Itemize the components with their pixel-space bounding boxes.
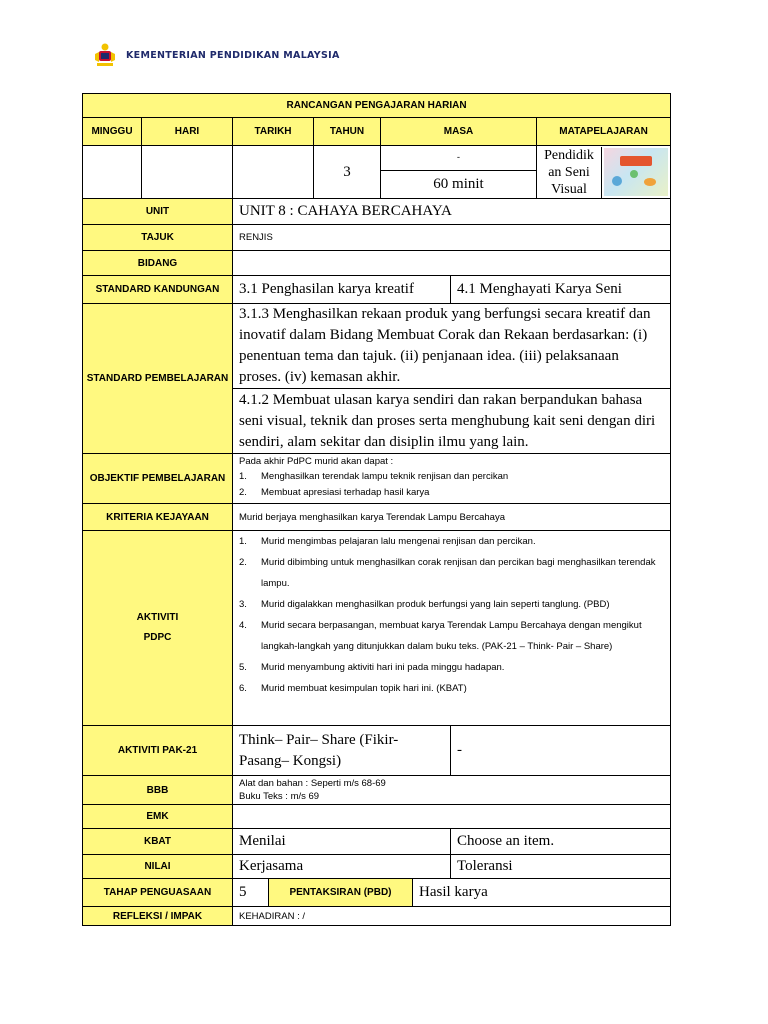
bbb-line: Buku Teks : m/s 69 xyxy=(239,791,320,802)
tajuk-value[interactable]: RENJIS xyxy=(233,225,671,251)
label-tahap: TAHAP PENGUASAAN xyxy=(83,879,233,907)
objektif-item-text: Membuat apresiasi terhadap hasil karya xyxy=(261,487,430,498)
standard-pembelajaran-2[interactable]: 4.1.2 Membuat ulasan karya sendiri dan rakan berpandukan bahasa seni visual, teknik dan proses serta menghubung kait seni dengan diri sendiri, alam sekitar dan disiplin ilmu yang lain. xyxy=(233,389,670,454)
header-matapelajaran: MATAPELAJARAN xyxy=(537,118,671,146)
subject-name-line: Pendidik xyxy=(544,147,594,163)
masa-duration[interactable]: 60 minit xyxy=(381,170,536,198)
standard-pembelajaran-1[interactable]: 3.1.3 Menghasilkan rekaan produk yang berfungsi secara kreatif dan inovatif dalam Bidang Membuat Corak dan Rekaan berdasarkan: (i) penentuan tema dan tajuk. (ii) penjanaan idea. (iii) pelaksanaan proses. (iv) kemasan akhir. xyxy=(239,306,651,385)
masa-time[interactable]: - xyxy=(456,152,461,164)
aktiviti-item-text: Murid digalakkan menghasilkan produk berfungsi yang lain seperti tanglung. (PBD) xyxy=(261,599,610,610)
pak21-value[interactable]: Think– Pair– Share (Fikir-Pasang– Kongsi) xyxy=(233,726,451,776)
aktiviti-item: 6. Murid membuat kesimpulan topik hari ini. (KBAT) xyxy=(239,678,664,699)
header-masa: MASA xyxy=(381,118,537,146)
label-standard-kandungan: STANDARD KANDUNGAN xyxy=(83,276,233,304)
subject-name xyxy=(537,147,602,198)
kbat-dropdown[interactable]: Choose an item. xyxy=(451,829,671,855)
bbb-line: Alat dan bahan : Seperti m/s 68-69 xyxy=(239,778,386,789)
aktiviti-item-text: Murid menyambung aktiviti hari ini pada minggu hadapan. xyxy=(261,662,505,673)
objektif-item: 1. Menghasilkan terendak lampu teknik renjisan dan percikan xyxy=(239,469,664,485)
malaysia-coat-of-arms-icon xyxy=(92,42,118,68)
pak21-right-value[interactable]: - xyxy=(451,726,671,776)
nilai-value[interactable]: Kerjasama xyxy=(233,855,451,879)
kriteria-value[interactable]: Murid berjaya menghasilkan karya Terendak Lampu Bercahaya xyxy=(233,504,671,531)
aktiviti-item-text: Murid secara berpasangan, membuat karya Terendak Lampu Bercahaya dengan mengikut langkah-langkah yang ditunjukkan dalam buku teks. (PAK-21 – Think- Pair – Share) xyxy=(261,620,642,652)
label-kbat: KBAT xyxy=(83,829,233,855)
header-minggu: MINGGU xyxy=(83,118,142,146)
aktiviti-list[interactable] xyxy=(233,531,671,726)
aktiviti-item-text: Murid mengimbas pelajaran lalu mengenai renjisan dan percikan. xyxy=(261,536,536,547)
label-pak21: AKTIVITI PAK-21 xyxy=(83,726,233,776)
label-tajuk: TAJUK xyxy=(83,225,233,251)
aktiviti-item: 1. Murid mengimbas pelajaran lalu mengenai renjisan dan percikan. xyxy=(239,531,664,552)
label-emk: EMK xyxy=(83,805,233,829)
label-aktiviti-line1: AKTIVITI xyxy=(136,612,179,623)
aktiviti-item: 2. Murid dibimbing untuk menghasilkan corak renjisan dan percikan bagi menghasilkan terendak lampu. xyxy=(239,552,664,594)
subject-name-line: an Seni xyxy=(548,164,590,180)
label-standard-pembelajaran: STANDARD PEMBELAJARAN xyxy=(83,304,233,454)
objektif-item: 2. Membuat apresiasi terhadap hasil karya xyxy=(239,485,664,501)
standard-kandungan-2[interactable]: 4.1 Menghayati Karya Seni xyxy=(451,276,671,304)
label-bbb: BBB xyxy=(83,776,233,805)
rph-sheet xyxy=(82,93,671,926)
minggu-value[interactable] xyxy=(83,146,142,199)
textbook-cover-image xyxy=(604,148,668,196)
standard-kandungan-1[interactable]: 3.1 Penghasilan karya kreatif xyxy=(233,276,451,304)
aktiviti-item: 5. Murid menyambung aktiviti hari ini pada minggu hadapan. xyxy=(239,657,664,678)
subject-name-line: Visual xyxy=(551,181,587,197)
rph-table xyxy=(82,93,671,199)
tahun-value[interactable]: 3 xyxy=(314,146,381,199)
label-nilai: NILAI xyxy=(83,855,233,879)
header-tarikh: TARIKH xyxy=(233,118,314,146)
refleksi-value[interactable]: KEHADIRAN : / xyxy=(233,907,671,926)
unit-value[interactable]: UNIT 8 : CAHAYA BERCAHAYA xyxy=(233,199,671,225)
label-bidang: BIDANG xyxy=(83,251,233,276)
kbat-value[interactable]: Menilai xyxy=(233,829,451,855)
aktiviti-item: 3. Murid digalakkan menghasilkan produk berfungsi yang lain seperti tanglung. (PBD) xyxy=(239,594,664,615)
label-kriteria: KRITERIA KEJAYAAN xyxy=(83,504,233,531)
rph-detail-table xyxy=(82,198,671,926)
tarikh-value[interactable] xyxy=(233,146,314,199)
rph-title: RANCANGAN PENGAJARAN HARIAN xyxy=(83,94,671,118)
emk-value[interactable] xyxy=(233,805,671,829)
ministry-header xyxy=(92,42,340,68)
objektif-intro: Pada akhir PdPC murid akan dapat : xyxy=(239,456,394,467)
label-refleksi: REFLEKSI / IMPAK xyxy=(83,907,233,926)
objektif-value[interactable] xyxy=(233,454,671,504)
tahap-value[interactable]: 5 xyxy=(233,879,269,907)
hari-value[interactable] xyxy=(142,146,233,199)
label-pentaksiran: PENTAKSIRAN (PBD) xyxy=(269,879,413,907)
header-hari: HARI xyxy=(142,118,233,146)
nilai-right-value[interactable]: Toleransi xyxy=(451,855,671,879)
aktiviti-item-text: Murid dibimbing untuk menghasilkan corak renjisan dan percikan bagi menghasilkan terendak lampu. xyxy=(261,557,656,589)
objektif-item-text: Menghasilkan terendak lampu teknik renjisan dan percikan xyxy=(261,471,509,482)
bbb-value[interactable] xyxy=(233,776,671,805)
ministry-name: KEMENTERIAN PENDIDIKAN MALAYSIA xyxy=(126,49,340,61)
aktiviti-item-text: Murid membuat kesimpulan topik hari ini. (KBAT) xyxy=(261,683,467,694)
pentaksiran-value[interactable]: Hasil karya xyxy=(413,879,671,907)
header-tahun: TAHUN xyxy=(314,118,381,146)
label-objektif: OBJEKTIF PEMBELAJARAN xyxy=(83,454,233,504)
label-aktiviti xyxy=(83,531,233,726)
label-unit: UNIT xyxy=(83,199,233,225)
bidang-value[interactable] xyxy=(233,251,671,276)
label-aktiviti-line2: PDPC xyxy=(143,632,172,643)
aktiviti-item: 4. Murid secara berpasangan, membuat karya Terendak Lampu Bercahaya dengan mengikut langkah-langkah yang ditunjukkan dalam buku teks. (PAK-21 – Think- Pair – Share) xyxy=(239,615,664,657)
